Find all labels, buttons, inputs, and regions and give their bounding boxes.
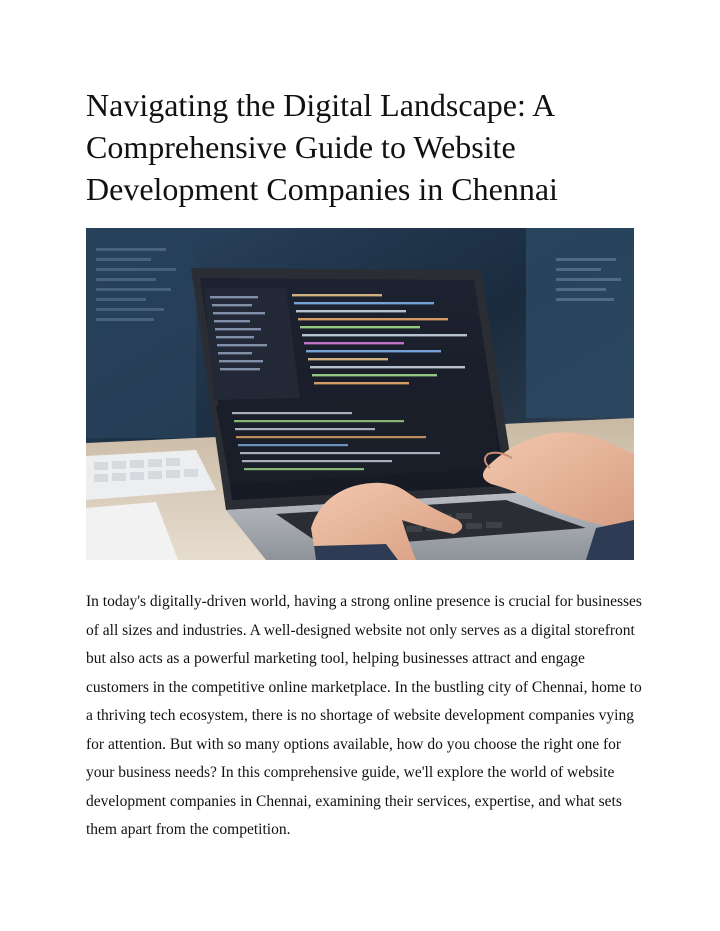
hero-image <box>86 228 634 560</box>
article-title: Navigating the Digital Landscape: A Comprehensive Guide to Website Development Companies in Chennai <box>86 87 558 207</box>
article-paragraph: In today's digitally-driven world, having a strong online presence is crucial for businesses of all sizes and industries. A well-designed website not only serves as a digital storefront but also acts as a powerful marketing tool, helping businesses attract and engage customers in the competitive online marketplace. In the bustling city of Chennai, home to a thriving tech ecosystem, there is no shortage of website development companies vying for attention. But with so many options available, how do you choose the right one for your business needs? In this comprehensive guide, we'll explore the world of website development companies in Chennai, examining their services, expertise, and what sets them apart from the competition. <box>86 593 642 838</box>
